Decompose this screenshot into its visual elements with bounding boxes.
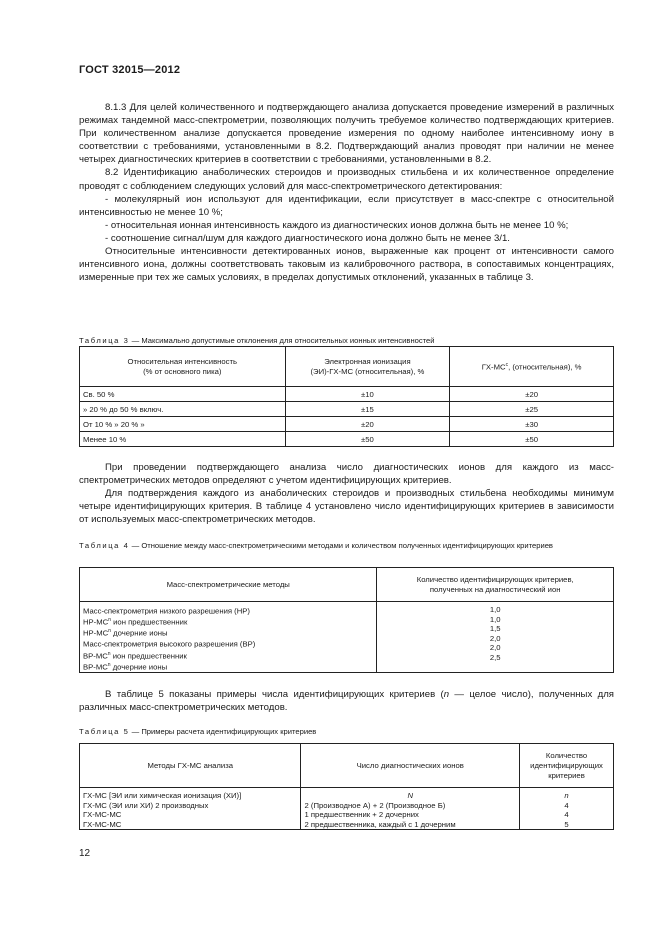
table-5-intro xyxy=(79,688,614,714)
column-header: Относительная интенсивность (% от основного пика) xyxy=(80,347,286,387)
section-8-text xyxy=(79,101,614,284)
criteria-value: 2,5 xyxy=(489,652,501,662)
column-header: Методы ГХ-МС анализа xyxy=(80,744,301,788)
table-row: Св. 50 % ±10 ±20 xyxy=(80,387,614,402)
table-row: ГХ-МС [ЭИ или химическая ионизация (ХИ)] ГХ-МС (ЭИ или ХИ) 2 производных ГХ-МС-МС ГХ-МС-МС N 2 (Производное А) + 2 (Производное Б) 1 предшественник + 2 дочерних 2 предшественника, каждый с 1 дочерним n 4 4 5 xyxy=(80,788,614,830)
criteria-value: 2,0 xyxy=(489,633,501,643)
column-header: Число диагностических ионов xyxy=(301,744,520,788)
paragraph: Для подтверждения каждого из анаболических стероидов и производных стильбена необходимы минимум четыре идентифицирующих критерия. В таблице 4 установлено число идентифицирующих критериев в зависимости от используемых масс-спектрометрических методов. xyxy=(79,488,614,526)
table-label: Таблица 3 xyxy=(79,336,130,345)
table-title: — Примеры расчета идентифицирующих критериев xyxy=(129,727,317,736)
paragraph: При проведении подтверждающего анализа число диагностических ионов для каждого из масс-спектрометрических методов определяют с учетом идентифицирующих критериев. xyxy=(79,462,614,487)
table-header-row xyxy=(80,744,614,788)
table-label: Таблица 4 xyxy=(79,541,130,550)
column-header: Масс-спектрометрические методы xyxy=(80,568,377,602)
table-title: — Максимально допустимые отклонения для относительных ионных интенсивностей xyxy=(129,336,435,345)
table-row: » 20 % до 50 % включ. ±15 ±25 xyxy=(80,402,614,417)
column-header: Количество идентифицирующих критериев, полученных на диагностический ион xyxy=(377,568,614,602)
column-header: $ГХ-МС^c$, (относительная), % xyxy=(450,347,614,387)
table-4 xyxy=(79,567,614,673)
table-title: — Отношение между масс-спектрометрическими методами и количеством полученных идентифицирующих критериев xyxy=(129,541,553,550)
criteria-value: 1,0 xyxy=(489,605,501,614)
page-number: 12 xyxy=(79,848,91,859)
table-row xyxy=(80,602,614,673)
table-4-caption xyxy=(79,541,614,552)
paragraph: 8.2 Идентификацию анаболических стероидов и производных стильбена и их количественное определение проводят с соблюдением следующих условий для масс-спектрометрического детектирования: xyxy=(79,167,614,192)
column-header: Количество идентифицирующих критериев xyxy=(520,744,614,788)
confirmation-text xyxy=(79,461,614,526)
table-3 xyxy=(79,346,614,447)
criteria-value: 1,5 xyxy=(489,624,501,634)
method-name: Масс-спектрометрия низкого разрешения (НР) xyxy=(83,606,250,616)
paragraph: 8.1.3 Для целей количественного и подтверждающего анализа допускается проведение измерений в различных режимах тандемной масс-спектрометрии, позволяющих получить требуемое количество подтверждающих критериев. При количественном анализе допускается проведение измерения по одному наиболее интенсивному иону в соответствии с требованиями, установленными в 8.2. Подтверждающий анализ проводят при наличии не менее четырех диагностических критериев в соответствии с требованиями, установленными в 8.2. xyxy=(79,102,614,166)
method-name: $ВР-МС^n$ ион предшественник xyxy=(83,650,187,661)
list-item: - относительная ионная интенсивность каждого из диагностических ионов должна быть не менее 10 %; xyxy=(105,219,569,231)
table-header-row xyxy=(80,568,614,602)
criteria-value: 2,0 xyxy=(489,643,501,653)
method-name: $НР-МС^n$ ион предшественник xyxy=(83,617,188,627)
table-row: Менее 10 % ±50 ±50 xyxy=(80,432,614,447)
document-header: ГОСТ 32015—2012 xyxy=(79,64,181,76)
column-header: Электронная ионизация (ЭИ)-ГХ-МС (относительная), % xyxy=(285,347,450,387)
criteria-value: 1,0 xyxy=(489,614,501,624)
paragraph: Относительные интенсивности детектированных ионов, выраженные как процент от интенсивности самого интенсивного иона, должны соответствовать таковым из калибровочного раствора, в сопоставимых концентрациях, измеренные при тех же самых условиях, в пределах допустимых отклонений, указанных в таблице 3. xyxy=(79,246,614,284)
table-header-row xyxy=(80,347,614,387)
list-item: - соотношение сигнал/шум для каждого диагностического иона должно быть не менее 3/1. xyxy=(105,232,510,244)
table-5 xyxy=(79,743,614,830)
method-name: $НР-МС^n$ дочерние ионы xyxy=(83,628,168,638)
method-name: Масс-спектрометрия высокого разрешения (ВР) xyxy=(83,640,256,650)
table-3-caption xyxy=(79,336,614,347)
method-name: $ВР-МС^n$ дочерние ионы xyxy=(83,661,168,672)
table-label: Таблица 5 xyxy=(79,727,130,736)
table-row: От 10 % » 20 % » ±20 ±30 xyxy=(80,417,614,432)
list-item: - молекулярный ион используют для идентификации, если присутствует в масс-спектре с относительной интенсивностью не менее 10 %; xyxy=(79,193,614,218)
table-5-caption xyxy=(79,727,614,738)
paragraph: В таблице 5 показаны примеры числа идентифицирующих критериев (n — целое число), полученных для различных масс-спектрометрических методов. xyxy=(79,689,614,714)
